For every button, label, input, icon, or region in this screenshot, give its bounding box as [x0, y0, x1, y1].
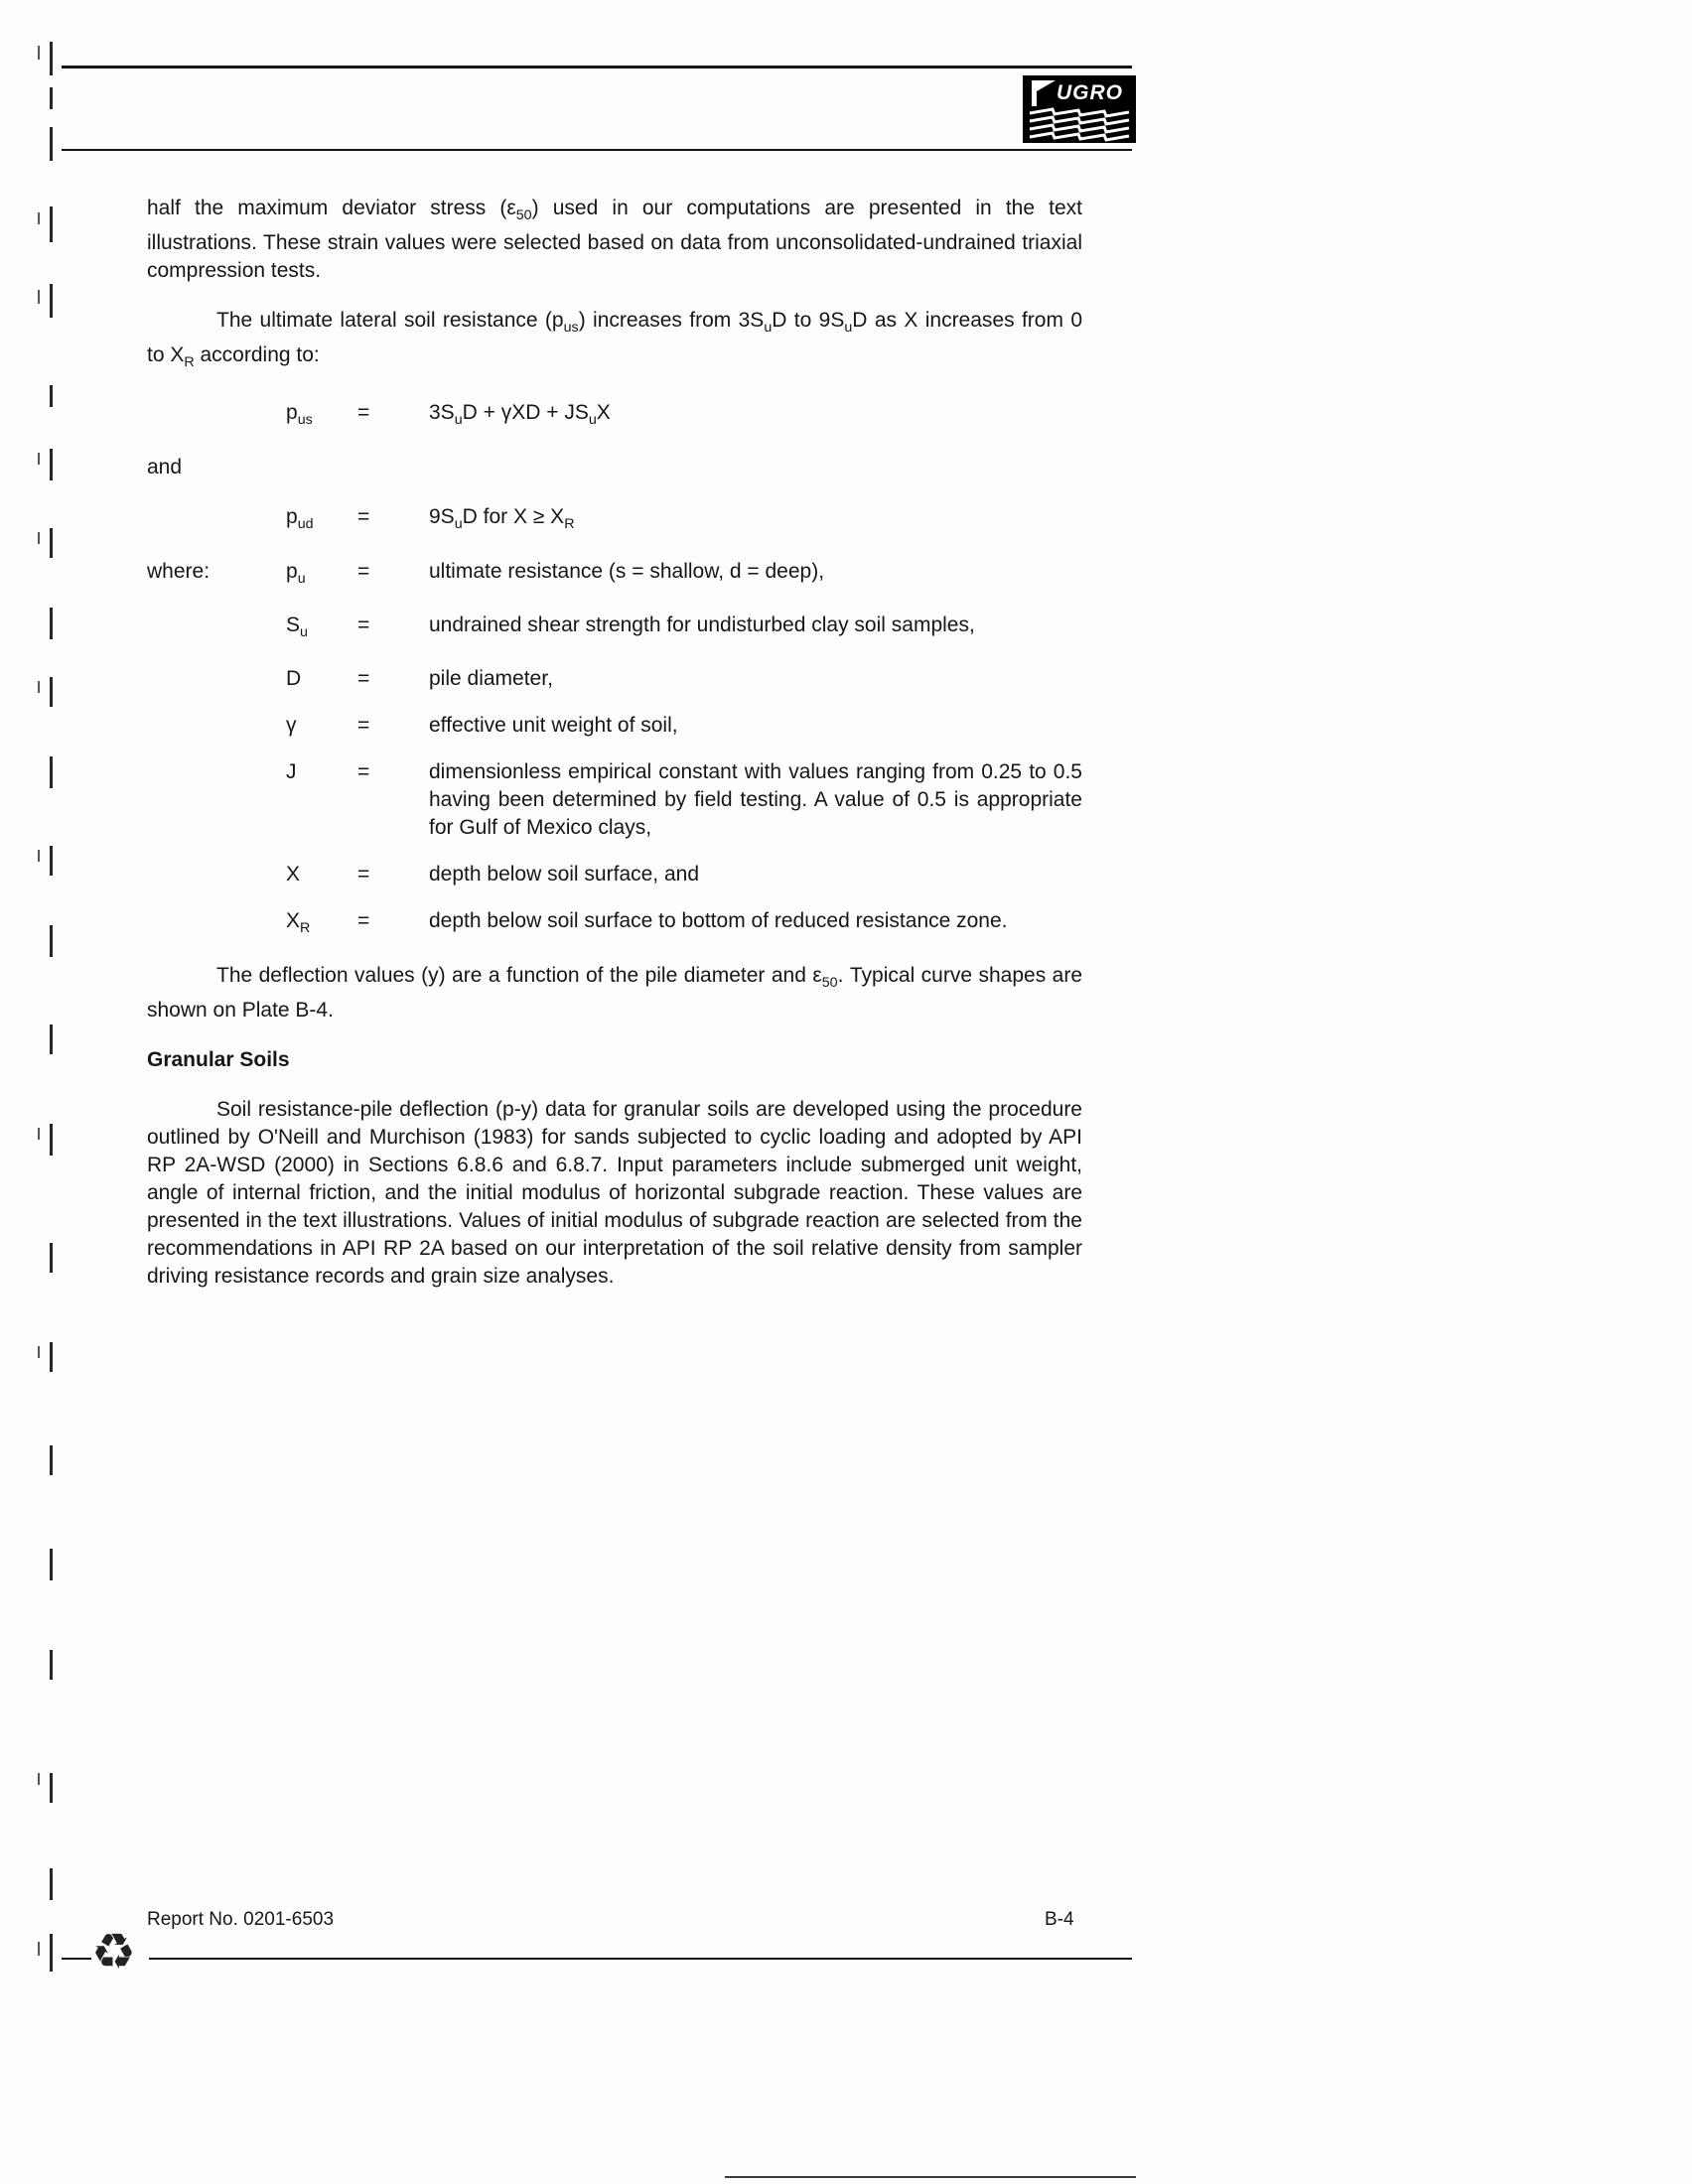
binding-mark — [50, 449, 53, 480]
paragraph-deflection: The deflection values (y) are a function of the pile diameter and $\varepsilon_{50}$. Typical curve shapes are shown on Plate B-4. — [147, 963, 1082, 1022]
binding-mark — [50, 385, 53, 407]
equation-lhs: $p_{ud}$ — [286, 504, 314, 532]
paragraph-intro: half the maximum deviator stress $(\varepsilon_{50})$ used in our computations are presented in the text illustrations. These strain values were selected based on data from unconsolidated-undrained triaxial compression tests. — [147, 197, 1082, 283]
binding-mark — [38, 1773, 40, 1785]
recycle-icon: ♻ — [91, 1924, 136, 1979]
binding-mark — [50, 846, 53, 876]
binding-mark — [50, 677, 53, 707]
equation-rhs: $9S_uD$ for $X \ge X_R$ — [429, 504, 575, 532]
binding-mark — [38, 453, 40, 465]
fugro-logo — [1023, 75, 1136, 143]
definition-row — [147, 712, 1082, 740]
definition-symbol: $S_u$ — [286, 614, 308, 641]
binding-mark — [50, 528, 53, 558]
binding-mark — [38, 1942, 40, 1956]
binding-mark — [50, 1773, 53, 1803]
equation-label-spacer — [147, 399, 286, 434]
definition-symbol: D — [286, 667, 302, 691]
definition-row — [147, 558, 1082, 593]
definition-description: dimensionless empirical constant with values ranging from 0.25 to 0.5 having been determined by field testing. A value of 0.5 is appropriate for Gulf of Mexico clays, — [429, 760, 1082, 840]
equation-label-spacer — [147, 503, 286, 538]
heading-granular-soils: Granular Soils — [147, 1047, 290, 1071]
page-edge-mark — [725, 2176, 1136, 2178]
binding-mark — [50, 127, 53, 161]
binding-mark — [38, 46, 40, 60]
definition-description: undrained shear strength for undisturbed clay soil samples, — [429, 614, 975, 637]
equals-sign: = — [357, 909, 370, 933]
paragraph-ultimate-resistance: The ultimate lateral soil resistance $(p_{us})$ increases from $3S_uD$ to $9S_uD$ as X increases from 0 to $X_R$ according to: — [147, 309, 1082, 371]
where-label: where: — [147, 559, 211, 583]
equals-sign: = — [357, 760, 370, 784]
footer-page-number: B-4 — [1045, 1909, 1074, 1930]
paragraph-granular: Soil resistance-pile deflection (p-y) data for granular soils are developed using the procedure outlined by O'Neill and Murchison (1983) for sands subjected to cyclic loading and adopted by API RP 2A-WSD (2000) in Sections 6.8.6 and 6.8.7. Input parameters include submerged unit weight, angle of internal friction, and the initial modulus of horizontal subgrade reaction. These values are presented in the text illustrations. Values of initial modulus of subgrade reaction are selected from the recommendations in API RP 2A based on our interpretation of the soil relative density from sampler driving resistance records and grain size analyses. — [147, 1097, 1082, 1288]
binding-mark — [38, 532, 40, 544]
definition-symbol: γ — [286, 714, 297, 738]
definition-row — [147, 907, 1082, 942]
footer-report-number: Report No. 0201-6503 — [147, 1909, 335, 1930]
binding-mark — [50, 925, 53, 957]
equation-pus — [147, 399, 1082, 434]
definition-row — [147, 861, 1082, 888]
equation-lhs: $p_{us}$ — [286, 400, 313, 428]
definition-row — [147, 758, 1082, 842]
document-body — [147, 195, 1082, 1312]
binding-mark — [50, 608, 53, 639]
definition-description: effective unit weight of soil, — [429, 714, 678, 738]
equals-sign: = — [357, 667, 370, 691]
binding-mark — [50, 1445, 53, 1475]
equals-sign: = — [357, 714, 370, 738]
binding-mark — [50, 1934, 53, 1972]
definition-symbol: $X_R$ — [286, 909, 311, 937]
binding-mark — [50, 1024, 53, 1054]
binding-mark — [50, 87, 53, 109]
bottom-rule — [149, 1958, 1132, 1960]
binding-mark — [50, 42, 53, 75]
top-rule — [62, 66, 1132, 68]
header-rule — [62, 149, 1132, 151]
definition-row — [147, 612, 1082, 646]
equals-sign: = — [357, 504, 370, 528]
bottom-rule — [62, 1958, 91, 1960]
definition-symbol: J — [286, 760, 297, 784]
binding-mark — [38, 850, 40, 862]
binding-mark — [50, 1124, 53, 1156]
equals-sign: = — [357, 559, 370, 583]
binding-mark — [50, 206, 53, 242]
definition-symbol: $p_u$ — [286, 559, 306, 588]
definition-description: pile diameter, — [429, 667, 553, 691]
binding-mark — [38, 212, 40, 224]
binding-mark — [50, 1342, 53, 1372]
binding-mark — [38, 1128, 40, 1140]
flag-pole-icon — [1032, 80, 1037, 106]
binding-mark — [50, 284, 53, 318]
definition-description: depth below soil surface, and — [429, 863, 700, 887]
and-connector: and — [147, 455, 183, 478]
equation-pud — [147, 503, 1082, 538]
binding-mark — [50, 756, 53, 788]
definition-description: ultimate resistance (s = shallow, d = deep), — [429, 559, 825, 583]
equals-sign: = — [357, 400, 370, 424]
logo-wordmark: UGRO — [1057, 81, 1123, 104]
definition-symbol: X — [286, 863, 301, 887]
definition-row — [147, 665, 1082, 693]
binding-mark — [38, 681, 40, 693]
equals-sign: = — [357, 614, 370, 637]
equals-sign: = — [357, 863, 370, 887]
binding-mark — [50, 1868, 53, 1900]
binding-mark — [50, 1243, 53, 1273]
definition-description: depth below soil surface to bottom of reduced resistance zone. — [429, 909, 1008, 933]
binding-mark — [50, 1650, 53, 1680]
binding-mark — [38, 1346, 40, 1358]
fugro-logo-graphic — [1023, 75, 1136, 143]
binding-mark — [50, 1549, 53, 1580]
binding-mark — [38, 290, 40, 304]
equation-rhs: $3S_uD + \gamma XD + JS_uX$ — [429, 400, 611, 428]
